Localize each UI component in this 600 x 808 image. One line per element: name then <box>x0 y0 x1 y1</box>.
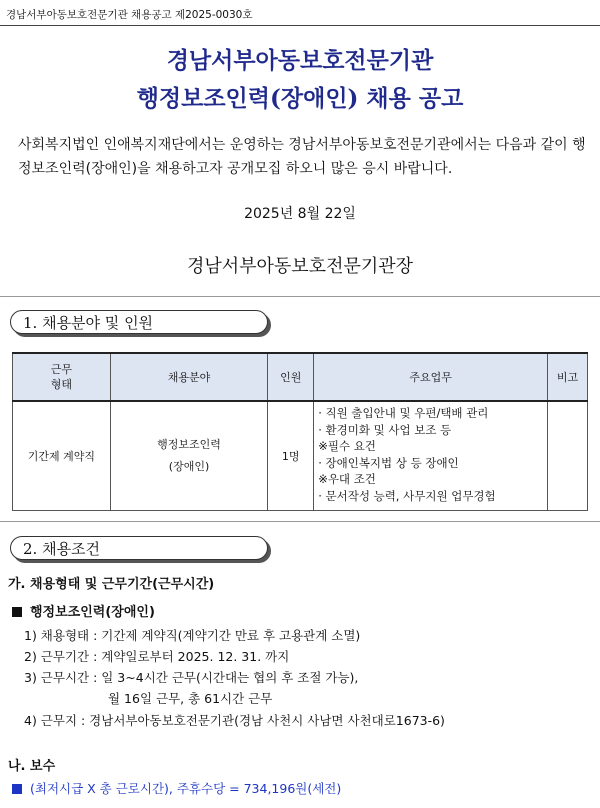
duty-item: · 환경미화 및 사업 보조 등 <box>318 422 452 437</box>
section1-title: 1. 채용분야 및 인원 <box>10 310 268 334</box>
organization-head: 경남서부아동보호전문기관장 <box>186 256 414 277</box>
section-divider <box>0 296 600 297</box>
table-header-row <box>13 353 588 401</box>
condition-item: 2) 근무기간 : 계약일로부터 2025. 12. 31. 까지 <box>24 649 290 664</box>
section-divider <box>0 521 600 522</box>
subsection-a-heading: 가. 채용형태 및 근무기간(근무시간) <box>8 577 215 592</box>
condition-item: 4) 근무지 : 경남서부아동보호전문기관(경남 사천시 사남면 사천대로1673-6) <box>24 713 445 728</box>
header-type-line1: 근무 <box>50 363 72 376</box>
header-employment-type <box>13 353 111 401</box>
subsection-pay-heading: 나. 보수 <box>8 759 56 774</box>
header-note: 비고 <box>548 353 588 401</box>
cell-employment-type: 기간제 계약직 <box>13 401 111 511</box>
condition-item-continued: 월 16일 근무, 총 61시간 근무 <box>108 691 273 706</box>
title-organization: 경남서부아동보호전문기관 <box>166 47 434 74</box>
duty-item: · 문서작성 능력, 사무지원 업무경험 <box>318 488 496 503</box>
document-header: 경남서부아동보호전문기관 채용공고 제2025-0030호 <box>6 9 253 21</box>
duty-item: · 장애인복지법 상 등 장애인 <box>318 455 459 470</box>
header-divider <box>0 25 600 26</box>
intro-paragraph: 사회복지법인 인애복지재단에서는 운영하는 경남서부아동보호전문기관에서는 다음과 같이 행정보조인력(장애인)을 채용하고자 공개모집 하오니 많은 응시 바랍니다. <box>18 137 586 177</box>
announcement-date: 2025년 8월 22일 <box>244 206 356 222</box>
cell-duties <box>314 401 548 511</box>
subsection-b-heading <box>12 601 155 620</box>
condition-item: 3) 근무시간 : 일 3~4시간 근무(시간대는 협의 후 조절 가능), <box>24 670 359 685</box>
duty-item: · 직원 출입안내 및 우편/택배 관리 <box>318 406 489 420</box>
title-announcement: 행정보조인력(장애인) 채용 공고 <box>136 85 464 112</box>
header-count: 인원 <box>268 353 314 401</box>
black-square-icon <box>12 607 22 617</box>
pay-line <box>12 779 341 797</box>
position-label: 행정보조인력(장애인) <box>30 605 155 620</box>
cell-count: 1명 <box>268 401 314 511</box>
cell-note <box>548 401 588 511</box>
table-row <box>13 401 588 511</box>
duty-item: ※필수 요건 <box>318 439 376 453</box>
duty-item: ※우대 조건 <box>318 472 376 486</box>
field-line2: (장애인) <box>168 460 210 473</box>
header-type-line2: 형태 <box>50 378 72 391</box>
recruitment-table <box>12 352 588 511</box>
condition-item: 1) 채용형태 : 기간제 계약직(계약기간 만료 후 고용관계 소멸) <box>24 628 361 643</box>
cell-field <box>110 401 268 511</box>
header-duties: 주요업무 <box>314 353 548 401</box>
blue-square-icon <box>12 784 22 794</box>
section2-title: 2. 채용조건 <box>10 536 268 560</box>
header-field: 채용분야 <box>110 353 268 401</box>
pay-text: (최저시급 X 총 근로시간), 주휴수당 = 734,196원(세전) <box>30 781 342 796</box>
field-line1: 행정보조인력 <box>157 438 221 451</box>
